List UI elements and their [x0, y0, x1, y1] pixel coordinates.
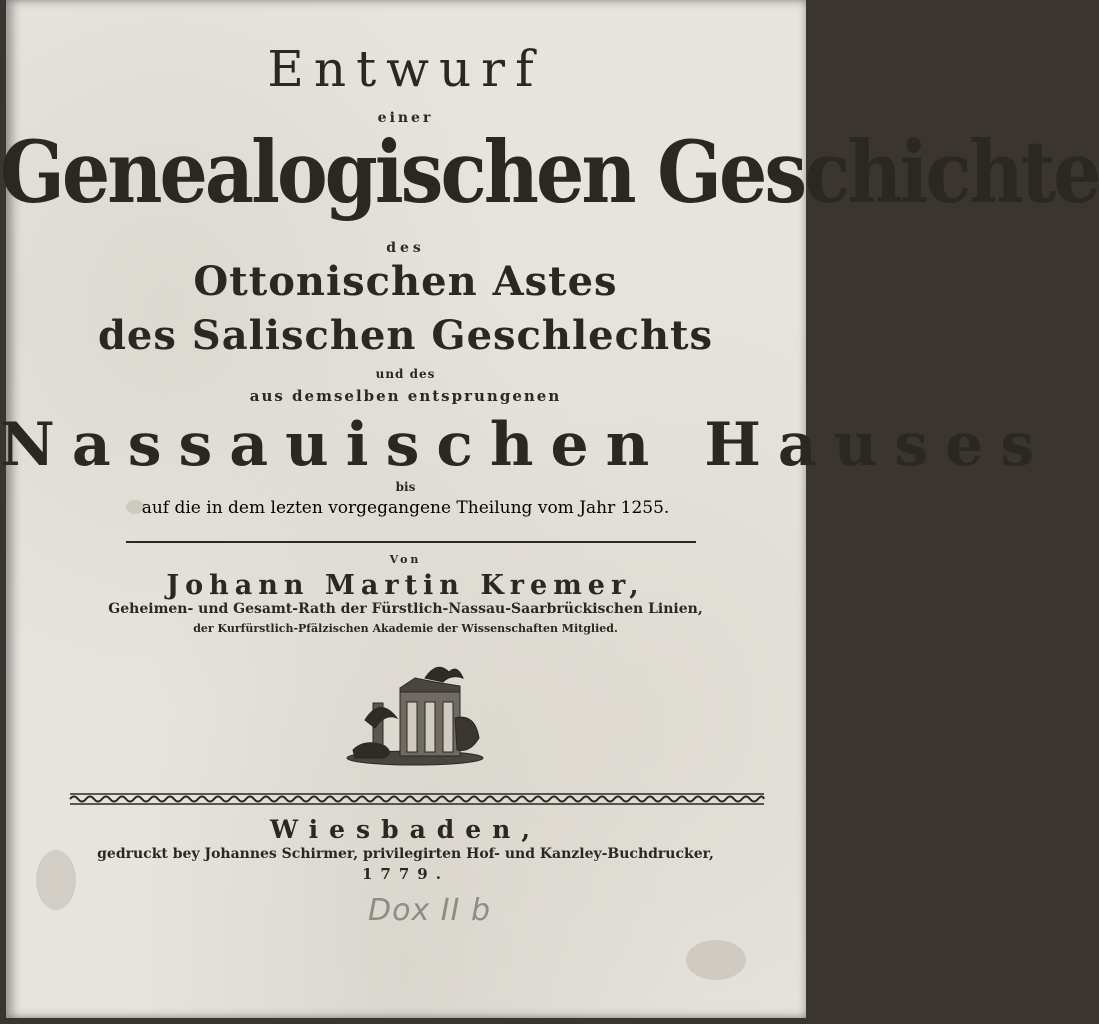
title-und-des: und des: [375, 367, 436, 381]
title-salischen: des Salischen Geschlechts: [97, 312, 714, 359]
title-ottonischen: Ottonischen Astes: [193, 258, 618, 305]
title-subtitle: auf die in dem lezten vorgegangene Theilung vom Jahr 1255.: [141, 498, 670, 518]
title-entwurf: Entwurf: [267, 40, 544, 98]
ornamental-border: [70, 791, 764, 807]
ruins-vignette: [345, 658, 485, 768]
title-einer: einer: [377, 110, 434, 126]
title-main: Genealogischen Geschichte: [0, 122, 1099, 223]
pencil-shelfmark: Dox II b: [368, 893, 492, 928]
title-bis: bis: [395, 480, 416, 494]
divider-rule: [126, 541, 696, 543]
paper-stain: [686, 940, 746, 980]
author-title-1: Geheimen- und Gesamt-Rath der Fürstlich-Nassau-Saarbrückischen Linien,: [108, 601, 703, 617]
imprint-year: 1779.: [362, 865, 449, 883]
title-aus-demselben: aus demselben entsprungenen: [249, 387, 562, 405]
author-name: Johann Martin Kremer,: [166, 570, 645, 601]
title-des: des: [386, 240, 425, 256]
title-nassauischen: Nassauischen Hauses: [0, 410, 1052, 480]
author-intro: Von: [389, 553, 422, 566]
author-title-2: der Kurfürstlich-Pfälzischen Akademie der Wissenschaften Mitglied.: [193, 622, 618, 635]
imprint-place: Wiesbaden,: [269, 815, 542, 844]
imprint-printer: gedruckt bey Johannes Schirmer, privilegirten Hof- und Kanzley-Buchdrucker,: [97, 846, 714, 862]
